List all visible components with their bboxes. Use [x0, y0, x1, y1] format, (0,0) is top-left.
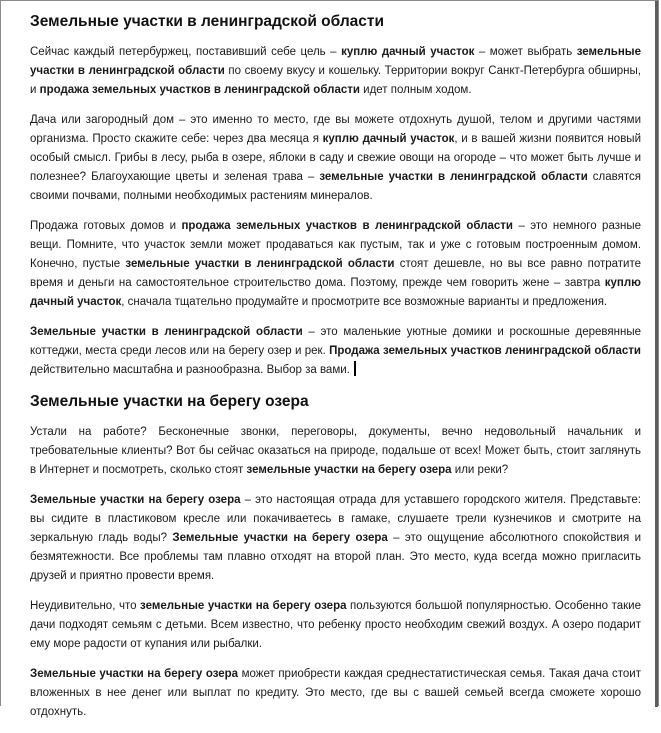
keyword: земельные участки в ленинградской области [125, 258, 395, 270]
section-title-lakeshore: Земельные участки на берегу озера [30, 393, 309, 410]
paragraph-7 [30, 597, 641, 654]
keyword: Земельные участки на берегу озера [30, 668, 239, 680]
keyword: земельные участки на берегу озера [246, 464, 452, 476]
paragraph-4 [30, 323, 641, 380]
keyword: продажа земельных участков в ленинградской области [181, 220, 514, 232]
text: , и в вашей жизни появится новый особый смысл. Грибы в лесу, рыба в озере, яблоки в саду и свежие овощи на огороде – что может быть лучше и полезнее? Благоухающие цветы и зеленая трава – [30, 133, 641, 183]
paragraph-3 [30, 217, 641, 312]
text: Устали на работе? Бесконечные звонки, переговоры, документы, вечно недовольный начальник и требовательные клиенты? Вот бы сейчас оказаться на природе, подальше от всех! Может быть, стоит заглянуть в Интернет и посмотреть, сколько стоят [30, 426, 641, 476]
keyword: Земельные участки на берегу озера [172, 532, 388, 544]
keyword: Земельные участки на берегу озера [30, 494, 241, 506]
keyword: куплю дачный участок [30, 277, 641, 308]
keyword: земельные участки на берегу озера [140, 600, 347, 612]
text: , сначала тщательно продумайте и просмотрите все возможные варианты и предложения. [121, 296, 608, 308]
text: пользуются большой популярностью. Особенно такие дачи подходят семьям с детьми. Всем известно, что ребенку просто необходим свежий воздух. А озеро подарит ему море радости от купания или рыбалки. [30, 600, 641, 650]
text: Сейчас каждый петербуржец, поставивший себе цель – [30, 46, 342, 58]
keyword: Земельные участки в ленинградской области [30, 326, 303, 338]
text: или реки? [451, 464, 509, 476]
section-title-leningrad: Земельные участки в ленинградской области [30, 13, 385, 30]
paragraph-8 [30, 665, 641, 722]
text: может приобрести каждая среднестатистическая семья. Такая дача стоит вложенных в нее денег или выплат по кредиту. Это место, где вы с вашей семьей всегда сможете хорошо отдохнуть. [30, 668, 641, 718]
text: – это ощущение абсолютного спокойствия и безмятежности. Все проблемы там плавно отходят на второй план. Это место, куда всегда можно пригласить друзей и приятно провести время. [30, 532, 641, 582]
paragraph-2 [30, 111, 641, 206]
text: Продажа готовых домов и [30, 220, 182, 232]
text: – может выбрать [474, 46, 577, 58]
text: стоят дешевле, но вы все равно потратите время и деньги на самостоятельное строительство дома. Поэтому, прежде чем говорить жене – завтра [30, 258, 642, 289]
text: – это маленькие уютные домики и роскошные деревянные коттеджи, места среди лесов или на берегу озер и рек. [30, 326, 641, 357]
paragraph-1 [30, 43, 641, 100]
page-shadow [655, 1, 658, 707]
text: по своему вкусу и кошельку. Территории вокруг Санкт-Петербурга обширны, и [30, 65, 641, 96]
text: Дача или загородный дом – это именно то место, где вы можете отдохнуть душой, телом и другими частями организма. Просто скажите себе: через два месяца я [30, 114, 641, 145]
text: идет полным ходом. [359, 84, 472, 96]
text: – это немного разные вещи. Помните, что участок земли может продаваться как пустым, так и уже с готовым построенным домом. Конечно, пустые [30, 220, 642, 270]
paragraph-6 [30, 491, 641, 586]
text: Неудивительно, что [30, 600, 141, 612]
text: славятся своими почвами, полными необходимых растениям минералов. [30, 171, 641, 202]
keyword: продажа земельных участков в ленинградской области [39, 84, 360, 96]
text-cursor [354, 361, 356, 376]
text: – это настоящая отрада для уставшего городского жителя. Представьте: вы сидите в пластиковом кресле или покачиваетесь в гамаке, слушаете трели кузнечиков и смотрите на зеркальную гладь воды? [30, 494, 641, 544]
keyword: земельные участки в ленинградской области [30, 46, 641, 77]
keyword: куплю дачный участок [322, 133, 455, 145]
keyword: куплю дачный участок [341, 46, 475, 58]
text: действительно масштабна и разнообразна. Выбор за вами. [30, 364, 350, 376]
keyword: Продажа земельных участков ленинградской области [329, 345, 641, 357]
keyword: земельные участки в ленинградской области [319, 171, 588, 183]
document-body[interactable] [30, 11, 641, 733]
paragraph-5 [30, 423, 641, 480]
